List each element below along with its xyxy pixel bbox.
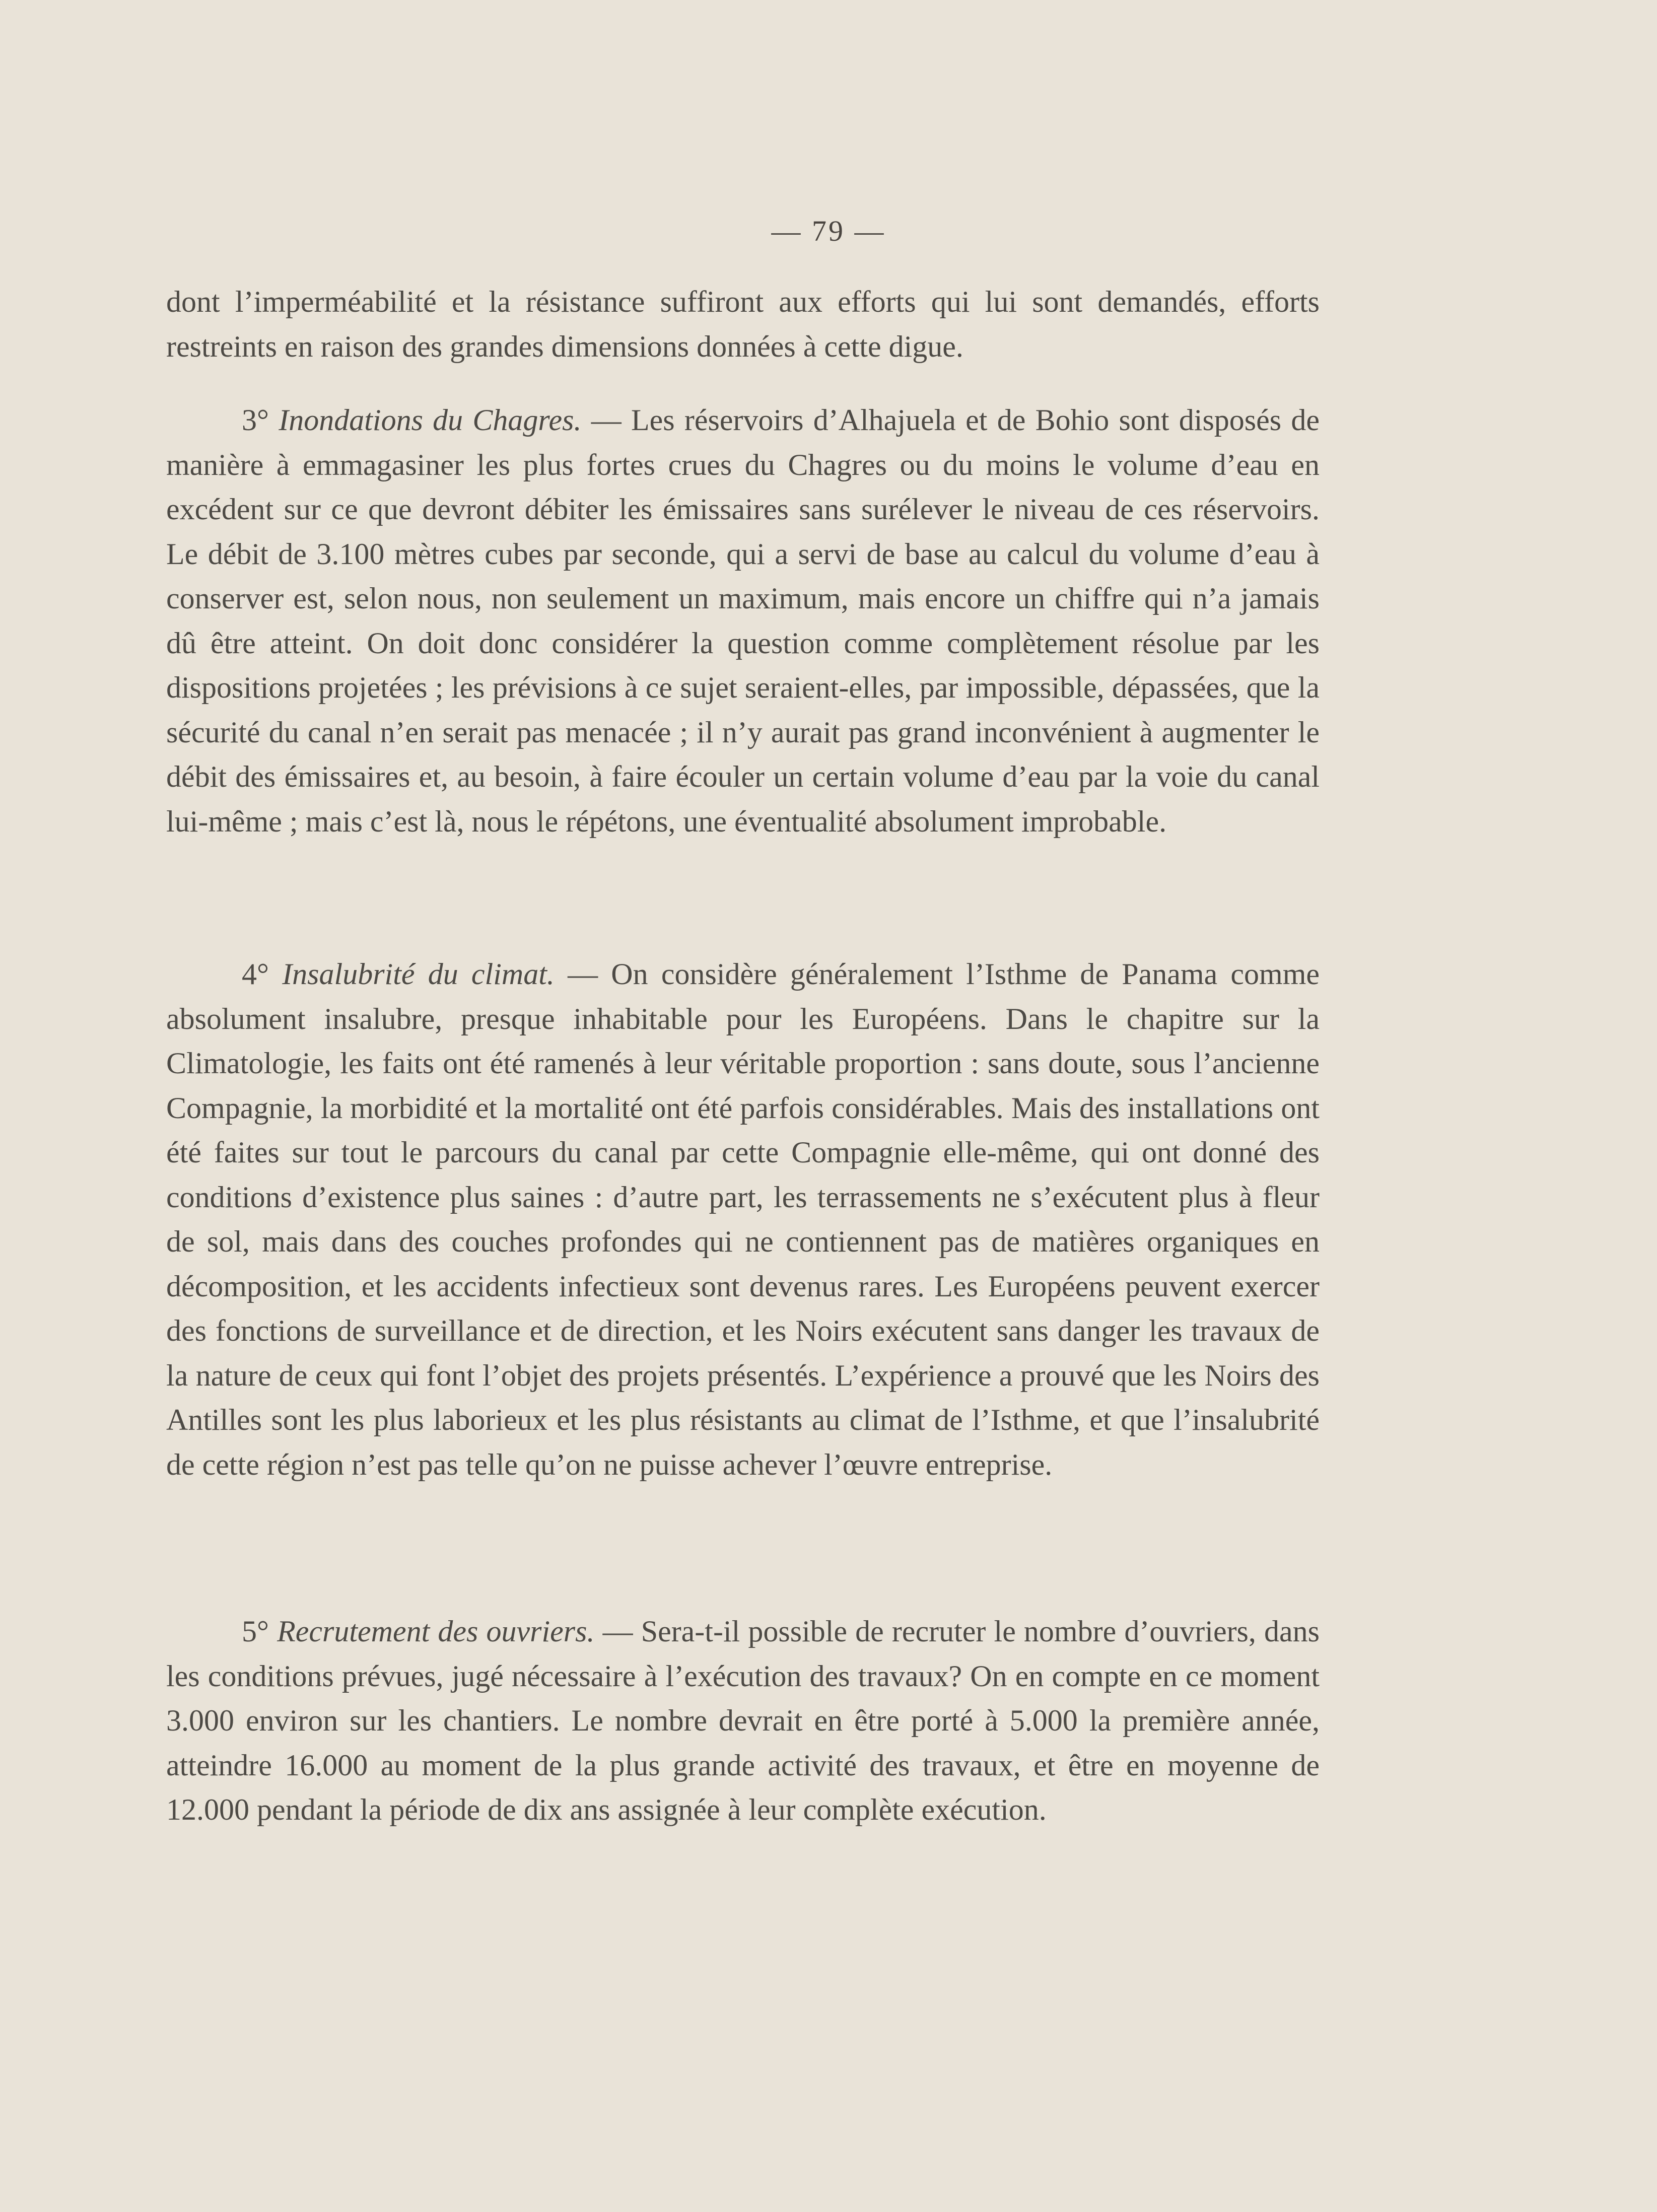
page-number: — 79 — xyxy=(771,215,886,247)
paragraph-body xyxy=(166,1609,1320,1832)
section-number: 3° xyxy=(242,403,269,437)
paragraph-body xyxy=(166,952,1320,1487)
paragraph-continuation xyxy=(166,280,1320,369)
section-text: — Les réservoirs d’Alhajuela et de Bohio sont disposés de manière à emmagasiner les plus fortes crues du Chagres ou du moins le volume d’eau en excédent sur ce que devront débiter les émissaires sans surélever le niveau de ces réservoirs. Le débit de 3.100 mètres cubes par seconde, qui a servi de base au calcul du volume d’eau à conserver est, selon nous, non seulement un maximum, mais encore un chiffre qui n’a jamais dû être atteint. On doit donc considérer la question comme complètement résolue par les dispositions projetées ; les prévisions à ce sujet seraient-elles, par impossible, dépassées, que la sécurité du canal n’en serait pas menacée ; il n’y aurait pas grand inconvénient à augmenter le débit des émissaires et, au besoin, à faire écouler un certain volume d’eau par la voie du canal lui-même ; mais c’est là, nous le répétons, une éventualité absolument improbable. xyxy=(166,403,1320,838)
section-heading: Recrutement des ouvriers. xyxy=(277,1615,595,1648)
paragraph-text: dont l’imperméabilité et la résistance suffiront aux efforts qui lui sont demandés, efforts restreints en raison des grandes dimensions données à cette digue. xyxy=(166,285,1320,363)
section-number: 5° xyxy=(242,1615,269,1648)
paragraph-inondations xyxy=(166,398,1320,844)
paragraph-insalubrite xyxy=(166,952,1320,1487)
section-heading: Insalubrité du climat. xyxy=(282,957,555,991)
section-text: — On considère généralement l’Isthme de Panama comme absolument insalubre, presque inhabitable pour les Européens. Dans le chapitre sur la Climatologie, les faits ont été ramenés à leur véritable proportion : sans doute, sous l’ancienne Compagnie, la morbidité et la mortalité ont été parfois considérables. Mais des installations ont été faites sur tout le parcours du canal par cette Compagnie elle-même, qui ont donné des conditions d’existence plus saines : d’autre part, les terrassements ne s’exécutent plus à fleur de sol, mais dans des couches profondes qui ne contiennent pas de matières organiques en décomposition, et les accidents infectieux sont devenus rares. Les Européens peuvent exercer des fonctions de surveillance et de direction, et les Noirs exécutent sans danger les travaux de la nature de ceux qui font l’objet des projets présentés. L’expérience a prouvé que les Noirs des Antilles sont les plus laborieux et les plus résistants au climat de l’Isthme, et que l’insalubrité de cette région n’est pas telle qu’on ne puisse achever l’œuvre entreprise. xyxy=(166,957,1320,1481)
paragraph-body xyxy=(166,398,1320,844)
paragraph-recrutement xyxy=(166,1609,1320,1832)
section-number: 4° xyxy=(242,957,269,991)
section-heading: Inondations du Chagres. xyxy=(279,403,582,437)
section-text: — Sera-t-il possible de recruter le nombre d’ouvriers, dans les conditions prévues, jugé nécessaire à l’exécution des travaux? On en compte en ce moment 3.000 environ sur les chantiers. Le nombre devrait en être porté à 5.000 la première année, atteindre 16.000 au moment de la plus grande activité des travaux, et être en moyenne de 12.000 pendant la période de dix ans assignée à leur complète exécution. xyxy=(166,1615,1320,1826)
